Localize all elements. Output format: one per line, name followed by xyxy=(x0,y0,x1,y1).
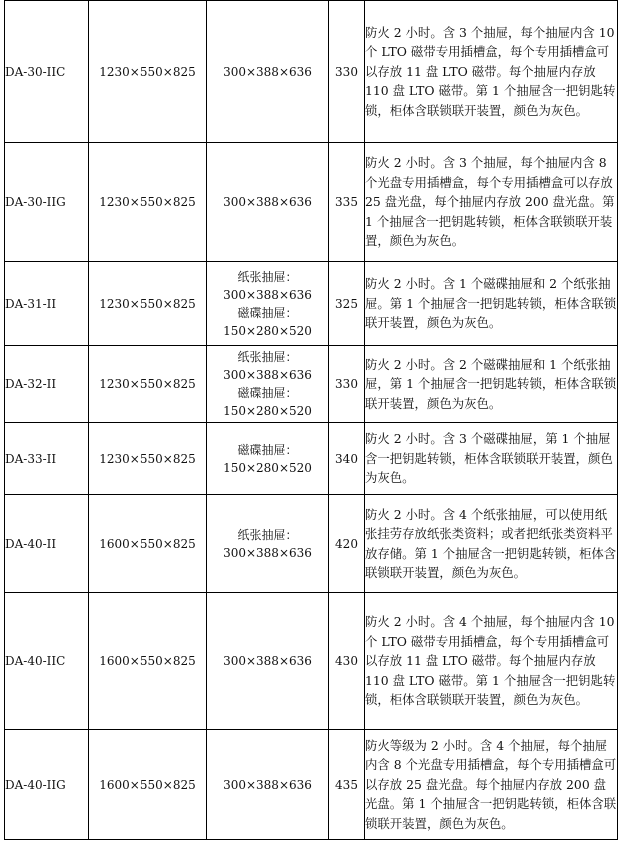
dimensions-cell: 1230×550×825 xyxy=(89,262,207,346)
table-row xyxy=(5,262,618,346)
description-text: 防火等级为 2 小时。含 4 个抽屉，每个抽屉内含 8 个光盘专用插槽盒，每个专用插槽盒可以存放 25 盘光盘。每个抽屉内存放 200 盘光盘。第 1 个抽屉含一把钥匙转锁，柜体含联锁联开装置，颜色为灰色。 xyxy=(365,737,617,831)
drawer-type-label: 纸张抽屉： xyxy=(237,527,298,542)
description-cell xyxy=(365,346,618,423)
table-row xyxy=(5,143,618,262)
description-cell xyxy=(365,1,618,143)
description-cell xyxy=(365,143,618,262)
weight-cell: 340 xyxy=(329,423,365,495)
model-cell: DA-33-II xyxy=(5,423,89,495)
description-cell xyxy=(365,495,618,593)
table-row xyxy=(5,423,618,495)
table-row xyxy=(5,593,618,730)
dimensions-cell: 1600×550×825 xyxy=(89,495,207,593)
dimensions-cell: 1230×550×825 xyxy=(89,143,207,262)
drawer-size-text: 300×388×636 xyxy=(223,195,312,209)
drawer-size-cell xyxy=(207,143,329,262)
drawer-size-text: 300×388×636 xyxy=(223,654,312,668)
table-row xyxy=(5,1,618,143)
description-cell xyxy=(365,423,618,495)
drawer-size-cell xyxy=(207,495,329,593)
description-cell xyxy=(365,593,618,730)
table-row xyxy=(5,495,618,593)
weight-cell: 335 xyxy=(329,143,365,262)
drawer-size-text: 150×280×520 xyxy=(223,460,312,475)
description-cell xyxy=(365,262,618,346)
drawer-size-cell xyxy=(207,593,329,730)
weight-cell: 420 xyxy=(329,495,365,593)
weight-cell: 330 xyxy=(329,1,365,143)
model-cell: DA-40-II xyxy=(5,495,89,593)
drawer-size-text: 300×388×636 xyxy=(223,287,312,302)
drawer-size-text: 150×280×520 xyxy=(223,323,312,338)
drawer-size-text: 150×280×520 xyxy=(223,404,312,418)
table-row xyxy=(5,730,618,840)
model-cell: DA-30-IIC xyxy=(5,1,89,143)
drawer-size-text: 300×388×636 xyxy=(223,368,312,382)
description-text: 防火 2 小时。含 3 个抽屉，每个抽屉内含 8 个光盘专用插槽盒，每个专用插槽盒可以存放 25 盘光盘，每个抽屉内存放 200 盘光盘。第 1 个抽屉含一把钥匙转锁，柜体含联锁联开装置，颜色为灰色。 xyxy=(365,155,615,249)
weight-cell: 325 xyxy=(329,262,365,346)
description-text: 防火 2 小时。含 3 个抽屉，每个抽屉内含 10 个 LTO 磁带专用插槽盒，每个专用插槽盒可以存放 11 盘 LTO 磁带。每个抽屉内存放 110 盘 LTO 磁带。第 1 个抽屉含一把钥匙转锁，柜体含联锁联开装置，颜色为灰色。 xyxy=(365,24,616,118)
drawer-size-cell xyxy=(207,730,329,840)
description-text: 防火 2 小时。含 2 个磁碟抽屉和 1 个纸张抽屉，第 1 个抽屉含一把钥匙转锁，柜体含联锁联开装置，颜色为灰色。 xyxy=(365,356,617,411)
model-cell: DA-30-IIG xyxy=(5,143,89,262)
drawer-type-label: 磁碟抽屉： xyxy=(237,305,298,320)
dimensions-cell: 1600×550×825 xyxy=(89,730,207,840)
drawer-size-cell xyxy=(207,1,329,143)
spec-table xyxy=(4,0,618,840)
description-text: 防火 2 小时。含 4 个抽屉，每个抽屉内含 10 个 LTO 磁带专用插槽盒，每个专用插槽盒可以存放 11 盘 LTO 磁带。每个抽屉内存放 110 盘 LTO 磁带。第 1 个抽屉含一把钥匙转锁，柜体含联锁联开装置，颜色为灰色。 xyxy=(365,614,616,708)
weight-cell: 430 xyxy=(329,593,365,730)
description-cell xyxy=(365,730,618,840)
weight-cell: 435 xyxy=(329,730,365,840)
description-text: 防火 2 小时。含 3 个磁碟抽屉，第 1 个抽屉含一把钥匙转锁，柜体含联锁联开装置，颜色为灰色。 xyxy=(365,431,613,486)
description-text: 防火 2 小时。含 4 个纸张抽屉，可以使用纸张挂劳存放纸张类资料；或者把纸张类资料平放存储。第 1 个抽屉含一把钥匙转锁，柜体含联锁联开装置，颜色为灰色。 xyxy=(365,506,617,580)
dimensions-cell: 1230×550×825 xyxy=(89,423,207,495)
drawer-size-text: 300×388×636 xyxy=(223,777,312,792)
model-cell: DA-31-II xyxy=(5,262,89,346)
drawer-type-label: 纸张抽屉： xyxy=(237,269,298,284)
dimensions-cell: 1600×550×825 xyxy=(89,593,207,730)
model-cell: DA-40-IIG xyxy=(5,730,89,840)
description-text: 防火 2 小时。含 1 个磁碟抽屉和 2 个纸张抽屉。第 1 个抽屉含一把钥匙转锁，柜体含联锁联开装置，颜色为灰色。 xyxy=(365,276,617,331)
drawer-type-label: 纸张抽屉： xyxy=(237,350,298,364)
dimensions-cell: 1230×550×825 xyxy=(89,1,207,143)
model-cell: DA-32-II xyxy=(5,346,89,423)
drawer-size-cell xyxy=(207,262,329,346)
drawer-type-label: 磁碟抽屉： xyxy=(237,386,298,400)
drawer-size-cell xyxy=(207,346,329,423)
weight-cell: 330 xyxy=(329,346,365,423)
drawer-size-cell xyxy=(207,423,329,495)
table-row xyxy=(5,346,618,423)
model-cell: DA-40-IIC xyxy=(5,593,89,730)
drawer-size-text: 300×388×636 xyxy=(223,545,312,560)
drawer-type-label: 磁碟抽屉： xyxy=(237,442,298,457)
dimensions-cell: 1230×550×825 xyxy=(89,346,207,423)
drawer-size-text: 300×388×636 xyxy=(223,64,312,79)
